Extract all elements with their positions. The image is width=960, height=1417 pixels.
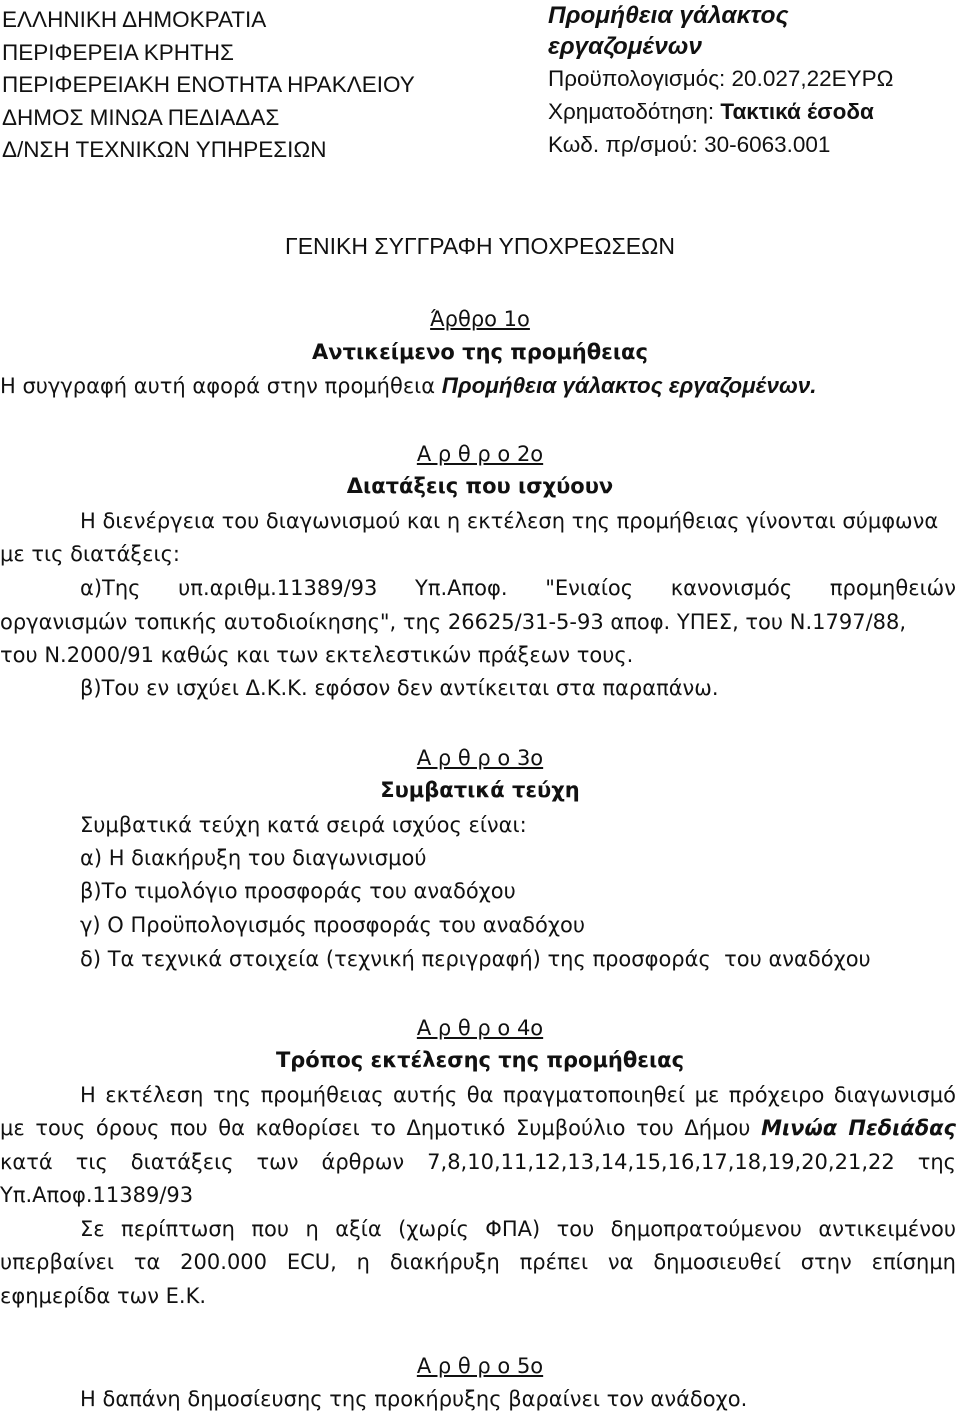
- funding-line: [548, 95, 893, 128]
- article-4-line: Σε περίπτωση που η αξία (χωρίς ΦΠΑ) του δημοπρατούμενου αντικειμένου: [80, 1217, 956, 1241]
- article-1-text-plain: Η συγγραφή αυτή αφορά στην προμήθεια: [0, 374, 442, 398]
- article-4-line: Η εκτέλεση της προμήθειας αυτής θα πραγματοποιηθεί με πρόχειρο διαγωνισμό: [80, 1083, 956, 1107]
- article-2-line: οργανισμών τοπικής αυτοδιοίκησης", της 26625/31-5-93 αποφ. ΥΠΕΣ, του Ν.1797/88,: [0, 610, 907, 634]
- article-4-line: υπερβαίνει τα 200.000 ECU, η διακήρυξη πρέπει να δημοσιευθεί στην επίσημη: [0, 1250, 956, 1274]
- issuer-block: [2, 4, 415, 167]
- article-5-heading: Α ρ θ ρ ο 5ο: [416, 1354, 544, 1378]
- article-2-heading: Α ρ θ ρ ο 2ο: [416, 442, 544, 466]
- article-4-line: Υπ.Αποφ.11389/93: [0, 1183, 194, 1207]
- article-2-line: Η διενέργεια του διαγωνισμού και η εκτέλεση της προμήθειας γίνονται σύμφωνα: [80, 509, 939, 533]
- issuer-line: Δ/ΝΣΗ ΤΕΧΝΙΚΩΝ ΥΠΗΡΕΣΙΩΝ: [2, 137, 327, 162]
- issuer-line: ΕΛΛΗΝΙΚΗ ΔΗΜΟΚΡΑΤΙΑ: [2, 7, 267, 32]
- project-title-line1: Προμήθεια γάλακτος: [548, 2, 789, 29]
- article-3-item: β)Το τιμολόγιο προσφοράς του αναδόχου: [80, 879, 516, 903]
- article-2-line: α)Της υπ.αριθμ.11389/93 Υπ.Αποφ. "Ενιαίος κανονισμός προμηθειών: [80, 576, 956, 600]
- article-2-subheading: Διατάξεις που ισχύουν: [346, 474, 614, 498]
- issuer-line: ΠΕΡΙΦΕΡΕΙΑΚΗ ΕΝΟΤΗΤΑ ΗΡΑΚΛΕΙΟΥ: [2, 72, 415, 97]
- budget-line: Προϋπολογισμός: 20.027,22ΕΥΡΩ: [548, 66, 894, 91]
- article-4-line: [0, 1116, 956, 1140]
- article-3-intro: Συμβατικά τεύχη κατά σειρά ισχύος είναι:: [80, 813, 527, 837]
- project-info-block: [548, 0, 893, 161]
- article-3-item: δ) Τα τεχνικά στοιχεία (τεχνική περιγραφή) της προσφοράς του αναδόχου: [80, 947, 871, 971]
- issuer-line: ΠΕΡΙΦΕΡΕΙΑ ΚΡΗΤΗΣ: [2, 39, 234, 65]
- article-2-line: του Ν.2000/91 καθώς και των εκτελεστικών πράξεων τους.: [0, 643, 634, 667]
- article-4-subheading: Τρόπος εκτέλεσης της προμήθειας: [275, 1048, 685, 1072]
- municipality-name: Μινώα Πεδιάδας: [761, 1116, 957, 1140]
- document-title: ΓΕΝΙΚΗ ΣΥΓΓΡΑΦΗ ΥΠΟΧΡΕΩΣΕΩΝ: [285, 233, 675, 259]
- article-3-heading: Α ρ θ ρ ο 3ο: [416, 746, 544, 770]
- issuer-line: ΔΗΜΟΣ ΜΙΝΩΑ ΠΕΔΙΑΔΑΣ: [2, 104, 280, 130]
- funding-value: Τακτικά έσοδα: [720, 99, 874, 124]
- article-4-line: εφημερίδα των Ε.Κ.: [0, 1284, 207, 1308]
- article-4-heading: Α ρ θ ρ ο 4ο: [416, 1016, 544, 1040]
- article-3-item: γ) Ο Προϋπολογισμός προσφοράς του αναδόχου: [80, 913, 586, 937]
- project-title-line2: εργαζομένων: [548, 33, 702, 60]
- article-1-subheading: Αντικείμενο της προμήθειας: [312, 340, 648, 364]
- funding-label: Χρηματοδότηση:: [548, 99, 721, 124]
- article-1-text: [0, 373, 817, 399]
- article-2-line: με τις διατάξεις:: [0, 542, 180, 566]
- article-4-line-plain: με τους όρους που θα καθορίσει το Δημοτικό Συμβούλιο του Δήμου: [0, 1116, 762, 1140]
- article-4-line: κατά τις διατάξεις των άρθρων 7,8,10,11,12,13,14,15,16,17,18,19,20,21,22 της: [0, 1150, 956, 1174]
- article-3-item: α) Η διακήρυξη του διαγωνισμού: [80, 846, 427, 870]
- article-3-subheading: Συμβατικά τεύχη: [380, 778, 580, 802]
- article-1-heading: Άρθρο 1ο: [430, 307, 530, 331]
- article-2-line: β)Του εν ισχύει Δ.Κ.Κ. εφόσον δεν αντίκειται στα παραπάνω.: [80, 676, 719, 700]
- budget-code-line: Κωδ. πρ/σμού: 30-6063.001: [548, 132, 831, 157]
- article-5-text: Η δαπάνη δημοσίευσης της προκήρυξης βαραίνει τον ανάδοχο.: [80, 1387, 748, 1411]
- article-1-text-emphasis: Προμήθεια γάλακτος εργαζομένων.: [441, 373, 817, 398]
